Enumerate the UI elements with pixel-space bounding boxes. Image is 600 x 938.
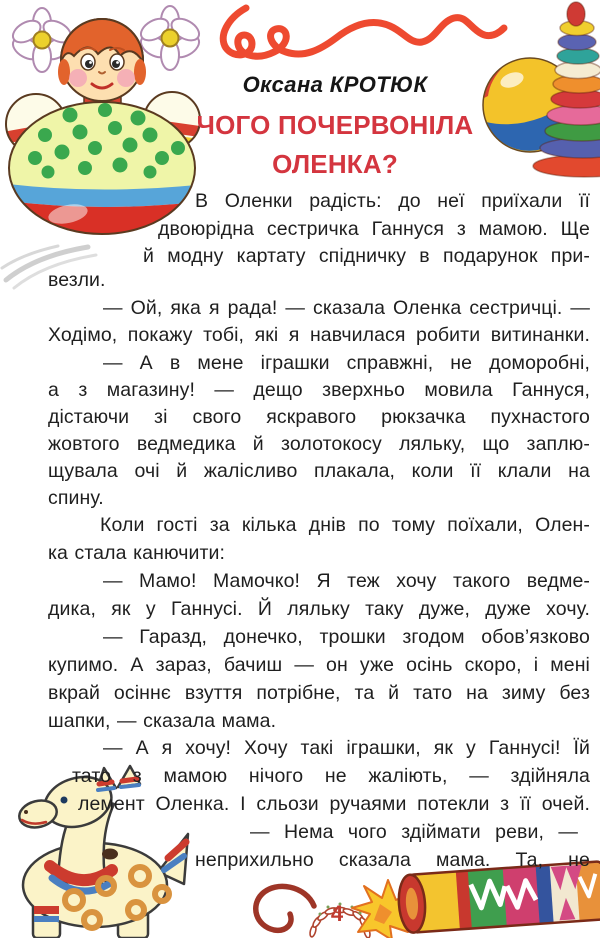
story-line: жовтого ведмедика й золотокосу ляльку, що заплю- [48, 433, 590, 455]
story-line: В Оленки радість: до неї приїхали її [195, 190, 590, 212]
story-line: — А я хочу! Хочу такі іграшки, як у Ганнусі! Їй [103, 737, 590, 759]
story-line: неприхильно сказала мама. Та, не [195, 849, 590, 871]
page-number: 4 [330, 901, 344, 926]
story-line: купимо. А зараз, бачиш — он уже осінь скоро, і мені [48, 654, 590, 676]
story-line: — А в мене іграшки справжні, не доморобні, [103, 352, 590, 374]
story-title [105, 106, 565, 184]
story-line: дика, як у Ганнусі. Й ляльку таку дуже, дуже хочу. [48, 598, 590, 620]
story-line: лемент Оленка. І сльози ручаями потекли з її очей. [78, 793, 590, 815]
story-line: й модну картату спідничку в подарунок при- [143, 245, 590, 267]
story-line: дістаючи зі свого яскравого рюкзачка пухнастого [48, 406, 590, 428]
story-line: шапки, — сказала мама. [48, 710, 277, 732]
story-line: вкрай осіннє взуття потрібне, та й тато на зиму без [48, 682, 590, 704]
title-line-1: ЧОГО ПОЧЕРВОНІЛА [196, 110, 474, 140]
story-line: двоюрідна сестричка Ганнуся з мамою. Ще [158, 218, 590, 240]
story-line: Ходімо, покажу тобі, які я навчилася робити витинанки. [48, 324, 590, 346]
story-line: тато з мамою нічого не жаліють, — здійняла [72, 765, 590, 787]
story-line: спину. [48, 487, 104, 509]
story-line: щувала очі й жалісливо плакала, коли її клали на [48, 460, 590, 482]
title-line-2: ОЛЕНКА? [272, 149, 398, 179]
story-line: — Нема чого здіймати реви, — [250, 821, 578, 843]
story-line: — Ой, яка я рада! — сказала Оленка сестричці. — [103, 297, 590, 319]
author-name: Оксана КРОТЮК [242, 72, 428, 97]
story-line: — Мамо! Мамочко! Я теж хочу такого ведме- [103, 570, 590, 592]
story-line: а з магазину! — дещо зверхньо мовила Ганнуся, [48, 379, 590, 401]
story-line: Коли гості за кілька днів по тому поїхали, Олен- [100, 514, 590, 536]
story-line: везли. [48, 269, 106, 291]
story-line: ка стала канючити: [48, 542, 226, 564]
story-line: — Гаразд, донечко, трошки згодом обов’язково [103, 626, 590, 648]
